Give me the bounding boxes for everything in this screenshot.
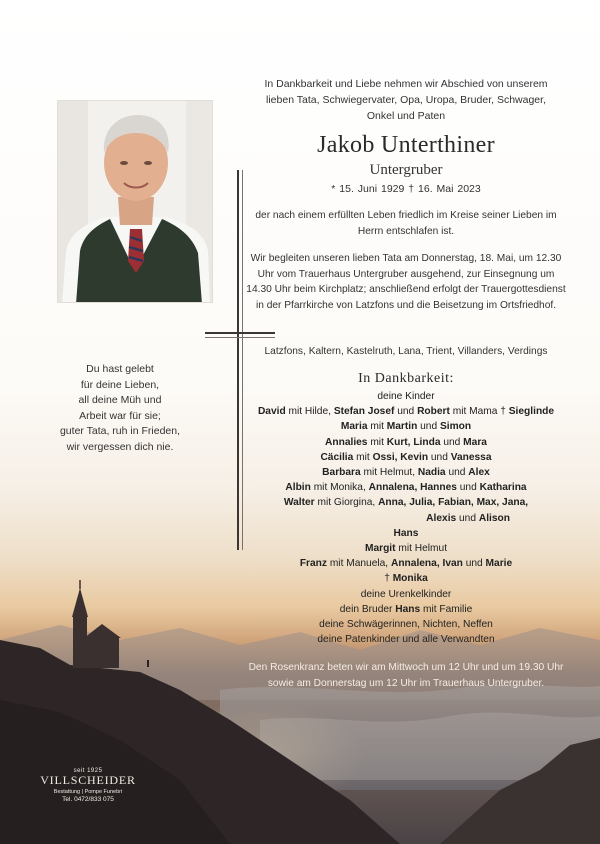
logo-brand: VILLSCHEIDER bbox=[40, 773, 136, 787]
family-row: Hans bbox=[393, 527, 419, 539]
logo-phone: Tel. 0472/833 075 bbox=[62, 796, 114, 803]
poem-line: für deine Lieben, bbox=[80, 378, 160, 391]
house-name: Untergruber bbox=[369, 162, 443, 178]
passing-text: der nach einem erfüllten Leben friedlich im Kreise seiner Lieben im Herrn entschlafen ist. bbox=[255, 210, 557, 237]
poem bbox=[40, 362, 200, 455]
family-row: Annalies mit Kurt, Linda und Mara bbox=[325, 436, 487, 448]
family-row: Cäcilia mit Ossi, Kevin und Vanessa bbox=[320, 451, 492, 463]
family-row: Alexis und Alison bbox=[426, 512, 510, 524]
family-row: Walter mit Giorgina, Anna, Julia, Fabian, Max, Jana, bbox=[283, 497, 529, 509]
funeral-home-logo bbox=[40, 768, 136, 803]
poem-line: Du hast gelebt bbox=[86, 363, 154, 375]
family-row: deine Urenkelkinder bbox=[360, 588, 452, 600]
family-row: † Monika bbox=[384, 573, 428, 585]
rosary-text: Den Rosenkranz beten wir am Mittwoch um 12 Uhr und um 19.30 Uhr sowie am Donnerstag um 12 Uhr im Trauerhaus Untergruber. bbox=[248, 662, 564, 689]
thanks-heading: In Dankbarkeit: bbox=[358, 371, 454, 386]
logo-subtitle: Bestattung | Pompe Funebri bbox=[53, 789, 123, 795]
logo-since: seit 1925 bbox=[73, 768, 103, 774]
family-row: deine Kinder bbox=[377, 391, 435, 402]
poem-line: guter Tata, ruh in Frieden, bbox=[59, 425, 181, 437]
family-row: deine Schwägerinnen, Nichten, Neffen bbox=[319, 619, 493, 631]
family-row: Barbara mit Helmut, Nadia und Alex bbox=[322, 467, 490, 479]
family-row: deine Patenkinder und alle Verwandten bbox=[317, 634, 495, 646]
funeral-text: Wir begleiten unseren lieben Tata am Donnerstag, 18. Mai, um 12.30 Uhr vom Trauerhaus Untergruber ausgehend, zur Einsegnung um 14.30 Uhr beim Kirchplatz; anschließend erfolgt der Trauergottesdienst in der Pfarrkirche von Latzfons und die Beisetzung im Ortsfriedhof. bbox=[246, 253, 566, 311]
deceased-name: Jakob Unterthiner bbox=[317, 132, 495, 158]
places-text: Latzfons, Kaltern, Kastelruth, Lana, Trient, Villanders, Verdings bbox=[264, 346, 548, 357]
family-row: Margit mit Helmut bbox=[364, 543, 448, 555]
family-row: Albin mit Monika, Annalena, Hannes und Katharina bbox=[285, 482, 527, 494]
portrait-photo bbox=[57, 100, 213, 303]
poem-line: Arbeit war für sie; bbox=[79, 409, 161, 422]
family-list bbox=[246, 389, 566, 647]
poem-line: wir vergessen dich nie. bbox=[66, 440, 174, 453]
family-row: Franz mit Manuela, Annalena, Ivan und Marie bbox=[299, 558, 513, 570]
family-row: dein Bruder Hans mit Familie bbox=[339, 603, 473, 615]
intro-text: In Dankbarkeit und Liebe nehmen wir Abschied von unserem lieben Tata, Schwiegervater, Opa, Uropa, Bruder, Schwager, Onkel und Paten bbox=[264, 78, 548, 122]
family-row: David mit Hilde, Stefan Josef und Robert mit Mama † Sieglinde bbox=[257, 406, 555, 418]
family-row: Maria mit Martin und Simon bbox=[340, 421, 472, 433]
poem-line: all deine Müh und bbox=[78, 394, 162, 406]
life-dates: * 15. Juni 1929 † 16. Mai 2023 bbox=[331, 183, 481, 195]
